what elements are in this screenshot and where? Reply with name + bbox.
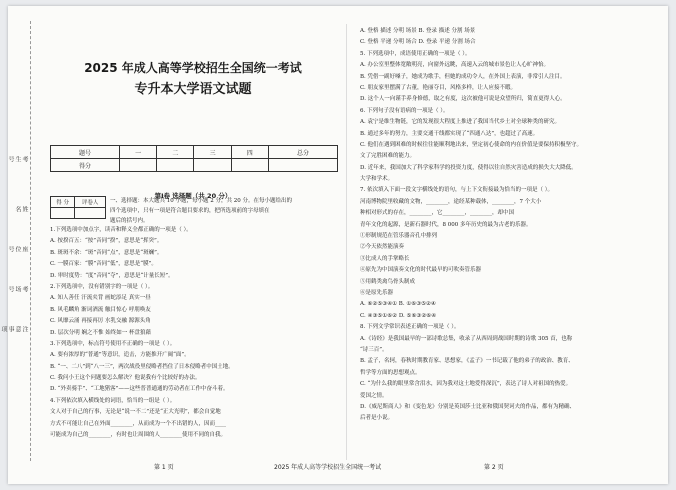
question-line: A.《诗经》是我国最早的一部诗歌总集，收录了从西周到战国时期的诗歌 305 首，也称 xyxy=(360,335,573,342)
instruction-line: 四个选项中，只有一项是符合题目要求的，把所选项前的字母填在 xyxy=(110,208,270,214)
question-line: ⑥是原先乐器 xyxy=(360,289,394,296)
score-header: 二 xyxy=(157,146,194,159)
question-line: 5. 下列选项中，成语使用正确的一项是（ ）。 xyxy=(360,50,471,57)
exam-sheet xyxy=(0,6,668,484)
question-line: C. 朋友家里摆满了古董，艳丽夺目，风格多样，让人应接不暇。 xyxy=(360,84,517,91)
footer-title: 2025 年成人高等学校招生全国统一考试 xyxy=(274,464,382,471)
question-line: 可能成为自己的________，有时也让周围的人________使用不同的自我。 xyxy=(50,432,227,439)
question-line: 方式不可能让自己在外面________，从而成为一个不出错的人，因而____ xyxy=(50,420,227,427)
score-header: 三 xyxy=(194,146,231,159)
question-line: D. 近年来，我国加大了科学家科学的投资力度，使得以往自然灾害造成的损失大大降低。 xyxy=(360,164,577,171)
page-number-left: 第 1 页 xyxy=(154,464,174,471)
question-line: A. 按揆百五：“按”音同“揆”，意思是“挥突”。 xyxy=(50,238,163,245)
question-line: 文了完胜困难的能力。 xyxy=(360,153,416,160)
instruction-line: 一、选择题：本大题共 10 小题，每小题 2 分，共 20 分。在每小题给出的 xyxy=(110,198,292,204)
question-line: 7. 依次填入下面一段文字横线处的语句，与上下文衔接最为恰当的一项是（ ）。 xyxy=(360,187,553,194)
question-line: 哲学等方面的思想观点。 xyxy=(360,369,421,376)
question-line: ⑤用鹤类禽鸟骨头制成 xyxy=(360,278,416,285)
question-line: B. “一、二八”到“八一三”，两次战役里侵略者挡住了日本侵略者中国土地。 xyxy=(50,363,234,370)
score-cell[interactable] xyxy=(157,159,194,172)
left-column-questions xyxy=(50,225,340,441)
question-line: C. 我问小王这个问题要怎么解决？他说我有个比较好的办法。 xyxy=(50,375,201,382)
question-line: C. “为什么我的眼里常含泪水，因为我对这土地爱得深沉”，表达了诗人对祖国的热爱。 xyxy=(360,381,572,388)
score-table xyxy=(50,145,338,172)
question-line: C. 登格 平递 分明 场合 D. 登录 平递 分割 场合 xyxy=(360,39,476,46)
score-cell[interactable] xyxy=(268,159,337,172)
instruction-line: 题后的括号内。 xyxy=(110,218,149,224)
question-line: ①形制规范在管乐器音孔中排列 xyxy=(360,233,438,240)
question-line: 1.下列选项中加点字，读音和释义全都正确的一项是（ ）。 xyxy=(50,227,192,233)
grader-cell[interactable] xyxy=(75,208,106,219)
question-line: 河南博物院里收藏的文物，________，途经某种载体，________，7 个大小 xyxy=(360,198,542,205)
right-column-questions xyxy=(360,26,660,425)
question-line: C. 风靡云涌 再接再厉 水乳交融 源源头角 xyxy=(50,318,151,325)
question-line: “诗三百”。 xyxy=(360,346,388,353)
score-cell[interactable] xyxy=(194,159,231,172)
question-line: B. 孟子，名轲，春秋时期教育家、思想家，《孟子》一书记载了他的弟子的政治、教育、 xyxy=(360,358,574,365)
binding-label: 考场号 xyxy=(7,286,28,292)
question-line: ④原先为中国演奏文化的时代最早的可吹奏管乐器 xyxy=(360,267,482,274)
grader-label: 评卷人 xyxy=(75,197,106,208)
question-line: A. 登格 描述 分明 场景 B. 登录 描述 分割 场景 xyxy=(360,28,476,34)
score-row-label: 得分 xyxy=(51,159,120,172)
question-line: A. 办公室里整体宽敞明亮，向窗外远眺，高速入云的城市景色让人心旷神怡。 xyxy=(360,62,549,69)
question-line: 大学和学术。 xyxy=(360,176,394,183)
question-line: 文人对于自己的行事，无论是“说一不二”还是“正大光明”，都会自觉地 xyxy=(50,409,221,416)
column-divider xyxy=(346,24,347,460)
question-line: 2.下列选项中，没有错别字的一项是（ ）。 xyxy=(50,283,154,290)
binding-line xyxy=(30,21,31,461)
score-cell[interactable] xyxy=(120,159,157,172)
question-line: ③比成人的手掌略长 xyxy=(360,255,410,262)
score-header: 一 xyxy=(120,146,157,159)
grader-cell[interactable] xyxy=(51,208,75,219)
question-line: A. ⑥②⑤③④① B. ①⑥③⑤②④ xyxy=(360,301,436,308)
question-line: C. 他们在遇到困难的时候往往能顺利地出来，坚定初心使命的内在价值是要保持积极坚守。 xyxy=(360,141,583,148)
question-line: 青年文化的起源，是新石器时代，8 000 多年历史的最为古老的乐器。 xyxy=(360,221,532,228)
score-header: 四 xyxy=(231,146,268,159)
question-line: D. 层次分明 娴之不惟 始终如一 杯盘狼藉 xyxy=(50,329,151,336)
question-line: B. 凭借一副好嗓子，她成为歌手，但她的成功令人，在外国上表演，非常引人注目。 xyxy=(360,73,566,80)
score-header: 总分 xyxy=(268,146,337,159)
question-line: ②今天依然能演奏 xyxy=(360,244,405,251)
score-header: 题号 xyxy=(51,146,120,159)
binding-label: 考生号 xyxy=(7,156,28,162)
instruction xyxy=(110,196,338,226)
page-number-right: 第 2 页 xyxy=(484,464,504,471)
question-line: 种相对形式的存在，________，它________，________，却中国 xyxy=(360,210,515,217)
question-line: D. 审时度势：“度”音同“夺”，意思是“计量长短”。 xyxy=(50,272,174,279)
binding-label: 姓名 xyxy=(14,206,28,212)
binding-label: 座位号 xyxy=(7,246,28,252)
question-line: A. 知人善任 汗流夹背 画蛇添足 真实一昼 xyxy=(50,295,151,302)
question-line: C. ④③⑤①⑥② D. ⑤⑥③②⑥④ xyxy=(360,312,437,319)
exam-subtitle: 专升本大学语文试题 xyxy=(134,82,252,97)
question-line: 爱国之情。 xyxy=(360,392,388,399)
question-line: A. 要有浓厚的“普通”等意识，追击，方能推开广阔“面”。 xyxy=(50,352,190,359)
question-line: 3.下列选项中，标点符号使用不正确的一项是（ ）。 xyxy=(50,340,176,347)
question-line: C. 一膜百家：“膜”音同“低”，意思是“膜”。 xyxy=(50,261,157,268)
question-line: A. 袁宁是维生物链，它的发现很大程度上推进了我国当代乡土对全球种类的研究。 xyxy=(360,119,560,126)
question-line: D. 这个人一向谨手养身修德，取之有度，这次被他可说是众望所归，简直更得人心。 xyxy=(360,96,566,103)
grader-table xyxy=(50,196,106,219)
question-line: 后者是小说。 xyxy=(360,415,394,422)
question-line: D.《威尼斯商人》和《变色龙》分别是英国莎士比亚和俄国契诃夫的作品，都有为精确、 xyxy=(360,403,575,410)
question-line: 8. 下列文学常识表述正确的一项是（ ）。 xyxy=(360,324,460,331)
question-line: 4.下列依次填入横线处的词语，恰当的一组是（ ）。 xyxy=(50,397,176,404)
question-line: D. “外卖骑手”、“工地猪客”——这些普普通通的劳动者在工作中奋斗着。 xyxy=(50,386,229,393)
question-line: B. 斑斑不余：“斑”音同“点”，意思是“斑斓”。 xyxy=(50,249,163,256)
question-line: B. 通过多年的努力，主要交通干线都实现了“四通八达”，也超过了高速。 xyxy=(360,130,539,137)
question-line: B. 风毛麟角 渐词酒流 触目惊心 呼朋唤友 xyxy=(50,306,151,313)
score-cell[interactable] xyxy=(231,159,268,172)
grader-label: 得 分 xyxy=(51,197,75,208)
exam-title: 2025 年成人高等学校招生全国统一考试 xyxy=(84,61,302,75)
binding-label: 注意事项 xyxy=(0,326,28,332)
question-line: 6. 下列句子没有语病的一项是（ ）。 xyxy=(360,107,449,114)
section-title: 第Ⅰ卷 选择题（共 20 分） xyxy=(154,192,232,200)
